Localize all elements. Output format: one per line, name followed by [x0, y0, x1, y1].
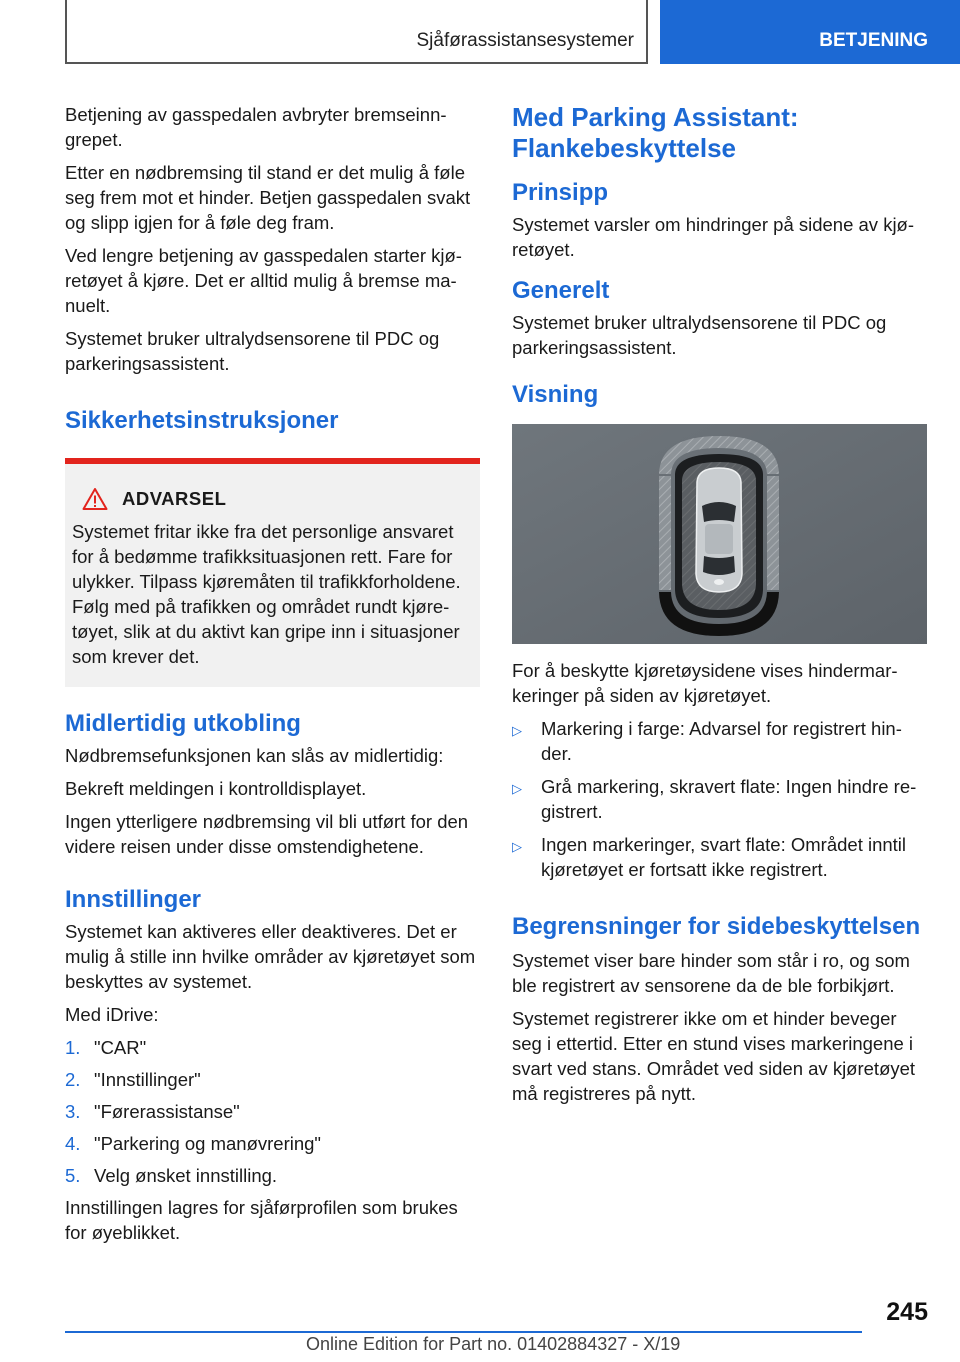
paragraph: Systemet bruker ultralydsensorene til PDC og parkeringsassistent.: [512, 312, 887, 358]
step-text: "Førerassistanse": [94, 1101, 240, 1122]
list-item: [512, 774, 927, 824]
step-number: 5.: [65, 1165, 81, 1186]
heading-visning: Visning: [512, 381, 599, 408]
list-item: [65, 1067, 480, 1092]
heading-prinsipp: Prinsipp: [512, 179, 609, 206]
left-column: [65, 102, 480, 1253]
header-section-title: Sjåførassistansesystemer: [416, 30, 634, 51]
paragraph: Innstillingen lagres for sjåførprofilen som brukes for øyeblikket.: [65, 1197, 458, 1243]
step-text: Velg ønsket innstilling.: [94, 1165, 278, 1186]
list-item: [512, 716, 927, 766]
bullet-text: Ingen markeringer, svart flate: Området inntil kjøretøyet er fortsatt ikke registrert.: [541, 834, 907, 880]
list-item: [65, 1131, 480, 1156]
step-number: 1.: [65, 1037, 81, 1058]
heading-begrensninger: Begrensninger for sidebeskyttelsen: [512, 913, 921, 940]
header-section-box: [65, 0, 648, 64]
step-number: 3.: [65, 1101, 81, 1122]
paragraph: Betjening av gasspedalen avbryter bremseinn‐ grepet.: [65, 104, 447, 150]
warning-header: [72, 486, 472, 511]
step-text: "Parkering og manøvrering": [94, 1133, 322, 1154]
header-chapter-tab: BETJENING: [660, 0, 960, 64]
list-item: [65, 1099, 480, 1124]
footer-divider: [65, 1331, 862, 1333]
heading-generelt: Generelt: [512, 277, 610, 304]
step-number: 2.: [65, 1069, 81, 1090]
warning-triangle-icon: [82, 487, 108, 511]
page-number: 245: [886, 1298, 928, 1326]
warning-title: ADVARSEL: [122, 488, 227, 509]
heading-flankebeskyttelse: Med Parking Assistant: Flankebeskyttelse: [512, 102, 799, 163]
heading-innstillinger: Innstillinger: [65, 886, 202, 913]
step-text: "CAR": [94, 1037, 147, 1058]
paragraph: Bekreft meldingen i kontrolldisplayet.: [65, 778, 367, 799]
heading-sikkerhetsinstruksjoner: Sikkerhetsinstruksjoner: [65, 407, 339, 434]
step-number: 4.: [65, 1133, 81, 1154]
bullet-text: Markering i farge: Advarsel for registrert hin‐ der.: [541, 718, 902, 764]
warning-text: Systemet fritar ikke fra det personlige ansvaret for å bedømme trafikksituasjonen rett. Fare for ulykker. Tilpass kjøremåten til trafikkforholdene. Følg med på trafikken og området rundt kjøre‐ tøyet, slik at du aktivt kan gripe inn i situasjoner som krever det.: [72, 521, 461, 667]
paragraph: Systemet registrerer ikke om et hinder beveger seg i ettertid. Etter en stund vises markeringene i svart ved stans. Området ved siden av kjøretøyet må registreres på nytt.: [512, 1008, 916, 1104]
list-item: [65, 1163, 480, 1188]
marking-bullet-list: [512, 716, 927, 882]
paragraph: Systemet bruker ultralydsensorene til PDC og parkeringsassistent.: [65, 328, 440, 374]
step-text: "Innstillinger": [94, 1069, 201, 1090]
heading-midlertidig-utkobling: Midlertidig utkobling: [65, 710, 301, 737]
paragraph: For å beskytte kjøretøysidene vises hindermar‐ keringer på siden av kjøretøyet.: [512, 660, 898, 706]
paragraph: Systemet viser bare hinder som står i ro, og som ble registrert av sensorene da de ble forbikjørt.: [512, 950, 910, 996]
list-item: [65, 1035, 480, 1060]
bullet-text: Grå markering, skravert flate: Ingen hindre re‐ gistrert.: [541, 776, 917, 822]
paragraph: Ingen ytterligere nødbremsing vil bli utført for den videre reisen under disse omstendighetene.: [65, 811, 469, 857]
idrive-steps-list: [65, 1035, 480, 1188]
warning-box: [65, 458, 480, 687]
paragraph: Ved lengre betjening av gasspedalen starter kjø‐ retøyet å kjøre. Det er alltid mulig å bremse ma‐ nuelt.: [65, 245, 462, 316]
triangle-bullet-icon: ▷: [512, 723, 522, 738]
triangle-bullet-icon: ▷: [512, 839, 522, 854]
paragraph: Etter en nødbremsing til stand er det mulig å føle seg frem mot et hinder. Betjen gasspedalen svakt og slipp igjen for å føle deg fram.: [65, 162, 471, 233]
list-item: [512, 832, 927, 882]
paragraph: Systemet kan aktiveres eller deaktiveres. Det er mulig å stille inn hvilke områder av kjøretøyet som beskyttes av systemet.: [65, 921, 476, 992]
footer-edition-text: Online Edition for Part no. 01402884327 - X/19: [306, 1334, 681, 1354]
triangle-bullet-icon: ▷: [512, 781, 522, 796]
paragraph: Systemet varsler om hindringer på sidene av kjø‐ retøyet.: [512, 214, 915, 260]
flank-protection-display-image: [512, 424, 927, 644]
paragraph: Med iDrive:: [65, 1004, 159, 1025]
paragraph: Nødbremsefunksjonen kan slås av midlertidig:: [65, 745, 444, 766]
right-column: [512, 102, 927, 1114]
